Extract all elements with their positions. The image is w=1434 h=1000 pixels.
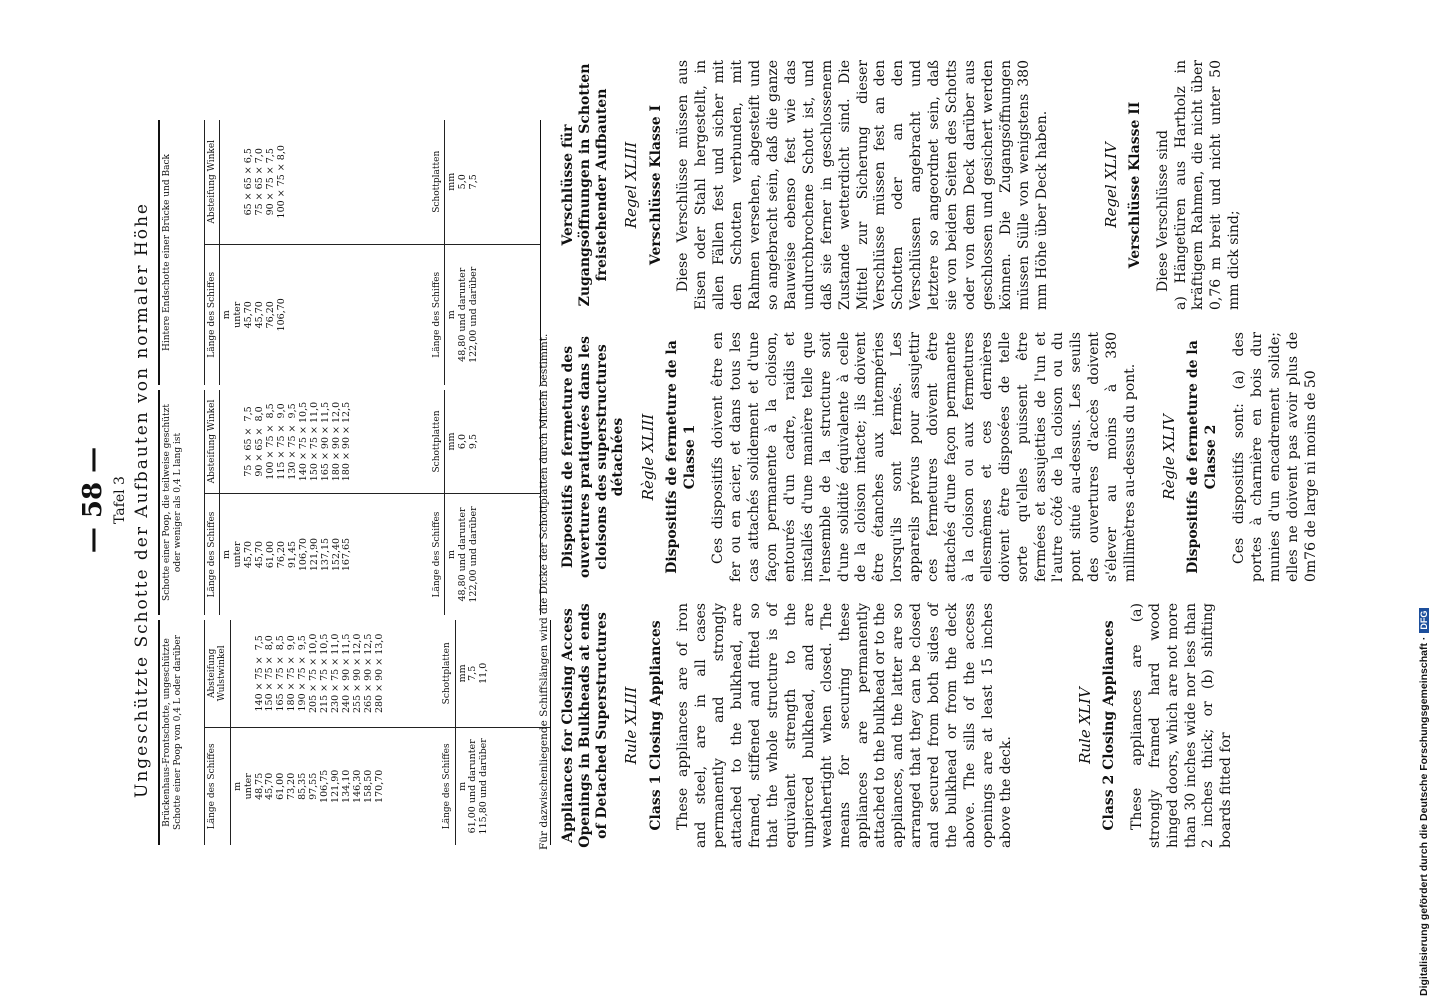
french-column bbox=[560, 332, 1320, 582]
table-footnote: Für dazwischenliegende Schiffslängen wird die Dicke der Schottplatten durch Mitteln bestimmt. bbox=[538, 333, 550, 850]
column-header: Länge des Schiffes bbox=[205, 244, 220, 385]
column-header: Länge des Schiffes bbox=[205, 494, 220, 615]
credit-text: Digitalisierung gefördert durch die Deutsche Forschungsgemeinschaft · bbox=[1418, 636, 1430, 996]
table-caption: Tafel 3 bbox=[112, 476, 128, 524]
stiffener-values: 65 × 65 × 6,5 75 × 65 × 7,0 90 × 75 × 7,5 100 × 75 × 8,0 bbox=[220, 120, 430, 244]
bridge-bulkhead-table bbox=[158, 620, 551, 845]
class-heading: Dispositifs de fermeture de la Classe 1 bbox=[664, 340, 699, 574]
length-values: m 48,80 und darunter 122,00 und darüber bbox=[446, 266, 480, 363]
dfg-logo: DFG bbox=[1419, 608, 1429, 633]
section-heading: Dispositifs de fermeture des ouvertures pratiquées dans les cloisons des superstructures détachées bbox=[560, 335, 627, 579]
stiffener-values: 140 × 75 × 7,5 150 × 75 × 8,0 165 × 75 × 8,5 180 × 75 × 9,0 190 × 75 × 9,5 205 × 75 × 10,0 215 × 75 × 10,5 230 × 75 × 11,0 240 × 90 × 11,5 255 × 90 × 12,0 265 × 90 × 12,5 280 × 90 × 13,0 bbox=[230, 620, 440, 727]
column-header: Absteifung Winkel bbox=[205, 120, 220, 244]
rule-number: Regel XLIV bbox=[1101, 142, 1120, 228]
column-header: Absteifung Winkel bbox=[205, 390, 220, 494]
length-values: m unter 48,75 45,70 61,00 73,20 85,35 97,55 106,75 121,90 134,10 146,30 158,50 170,70 bbox=[231, 769, 385, 803]
class-heading: Class 2 Closing Appliances bbox=[1100, 620, 1117, 831]
column-header: Länge des Schiffes bbox=[430, 244, 445, 385]
section-heading: Appliances for Closing Access Openings in Bulkheads at ends of Detached Superstructures bbox=[560, 603, 610, 848]
plate-values: mm 7,5 11,0 bbox=[455, 620, 550, 727]
column-header: Länge des Schiffes bbox=[205, 727, 231, 845]
rear-bulkhead-table bbox=[158, 120, 541, 385]
group-header: Schotte einer Poop, die teilweise geschützt oder weniger als 0,4 L lang ist bbox=[160, 390, 205, 615]
rule-number: Rule XLIII bbox=[622, 686, 641, 765]
length-values: m unter 45,70 45,70 76,20 106,70 bbox=[221, 298, 287, 332]
paragraph: These appliances are of iron and steel, are in all cases permanently and strongly attached to the bulkhead, are framed, stiffened and fitted so that the whole structure is of equivalent strength to the unpierced bulkhead, and are weathertight when closed. The means for securing these appliances are permanently attached to the bulkhead or to the appliances, and the latter are so arranged that they can be closed and secured from both sides of the bulkhead or from the deck above. The sills of the access openings are at least 15 inches above the deck. bbox=[675, 603, 1014, 848]
table-title: Ungeschützte Schotte der Aufbauten von normaler Höhe bbox=[132, 202, 152, 798]
class-heading: Dispositifs de fermeture de la Classe 2 bbox=[1185, 340, 1220, 574]
class-heading: Verschlüsse Klasse II bbox=[1126, 101, 1143, 269]
rule-number: Rule XLIV bbox=[1075, 687, 1094, 764]
paragraph: Diese Verschlüsse müssen aus Eisen oder Stahl hergestellt, in allen Fällen fest und sicher mit den Schotten verbunden, mit Rahmen versehen, abgesteift und so angebracht sein, daß die ganze Bauweise ebenso fest wie das undurchbrochene Schott ist, und daß sie ferner in geschlossenem Zustande wetterdicht sind. Die Mittel zur Sicherung dieser Verschlüsse müssen fest an den Schotten oder an den Verschlüssen angebracht und letztere so angeordnet sein, daß sie von beiden Seiten des Schotts oder von dem Deck darüber aus geschlossen und gesichert werden können. Die Zugangsöffnungen müssen Sülle von wenigstens 380 mm Höhe über Deck haben. bbox=[675, 60, 1050, 310]
plate-values: mm 5,0 7,5 bbox=[445, 120, 540, 244]
length-values: m 61,00 und darunter 115,80 und darüber bbox=[456, 738, 490, 835]
rule-number: Règle XLIII bbox=[639, 413, 658, 501]
german-column bbox=[560, 60, 1244, 310]
poop-bulkhead-table bbox=[158, 390, 541, 615]
group-header: Hintere Endschotte einer Brücke und Back bbox=[160, 120, 205, 385]
rule-number: Règle XLIV bbox=[1159, 414, 1178, 500]
column-header: Länge des Schiffes bbox=[440, 727, 455, 845]
column-header: Länge des Schiffes bbox=[430, 494, 445, 615]
length-values: m unter 45,70 45,70 61,00 76,20 91,45 106,70 121,90 137,15 152,40 167,65 bbox=[221, 537, 353, 572]
paragraph: These appliances are (a) strongly framed hard wood hinged doors, which are not more than 30 inches wide nor less than 2 inches thick; or (b) shifting boards fitted for bbox=[1128, 603, 1235, 848]
class-heading: Class 1 Closing Appliances bbox=[647, 620, 664, 831]
class-heading: Verschlüsse Klasse I bbox=[647, 104, 664, 266]
paragraph: Diese Verschlüsse sind a) Hängetüren aus Hartholz in kräftigem Rahmen, die nicht über 0,76 m breit und nicht unter 50 mm dick sind; bbox=[1154, 60, 1243, 310]
rule-number: Regel XLIII bbox=[622, 141, 641, 229]
column-header: Schottplatten bbox=[430, 120, 445, 244]
english-column bbox=[560, 603, 1236, 848]
page-number: — 58 — bbox=[78, 446, 108, 554]
plate-values: mm 6,0 9,5 bbox=[445, 390, 540, 494]
column-header: Schottplatten bbox=[440, 620, 455, 727]
stiffener-values: 75 × 65 × 7,5 90 × 65 × 8,0 100 × 75 × 8,5 115 × 75 × 9,0 130 × 75 × 9,5 140 × 75 × 10,5 150 × 75 × 11,0 165 × 90 × 11,5 180 × 90 × 12,0 180 × 90 × 12,5 bbox=[220, 390, 430, 494]
column-header: Schottplatten bbox=[430, 390, 445, 494]
section-heading: Verschlüsse für Zugangsöffnungen in Schotten freistehender Aufbauten bbox=[560, 63, 610, 307]
digitization-credit bbox=[1418, 6, 1432, 996]
group-header: Brückenhaus-Frontschotte, ungeschützte Schotte einer Poop von 0,4 L oder darüber bbox=[160, 620, 205, 845]
column-header: Absteifung Wulstwinkel bbox=[205, 620, 231, 727]
length-values: m 48,80 und darunter 122,00 und darüber bbox=[446, 506, 480, 603]
paragraph: Ces dispositifs doivent être en fer ou en acier, et dans tous les cas attachés solidement et d'une façon permanente à la cloison, entourés d'un cadre, raidis et installés d'une manière telle que l'ensemble de la structure soit d'une solidité équivalente à celle de la cloison intacte; ils doivent être étanches aux intempéries lorsqu'ils sont fermés. Les appareils prévus pour assujettir ces fermetures doivent être attachés d'une façon permanente à la cloison ou aux fermetures ellesmêmes et ces dernières doivent être disposées de telle sorte qu'elles puissent être fermées et assujetties de l'un et l'autre côté de la cloison ou du pont situé au-dessus. Les seuils des ouvertures d'accès doivent s'élever au moins à 380 millimètres au-dessus du pont. bbox=[710, 332, 1139, 582]
paragraph: Ces dispositifs sont: (a) des portes à charnière en bois dur munies d'un encadrement solide; elles ne doivent pas avoir plus de 0m76 de large ni moins de 50 bbox=[1230, 332, 1319, 582]
